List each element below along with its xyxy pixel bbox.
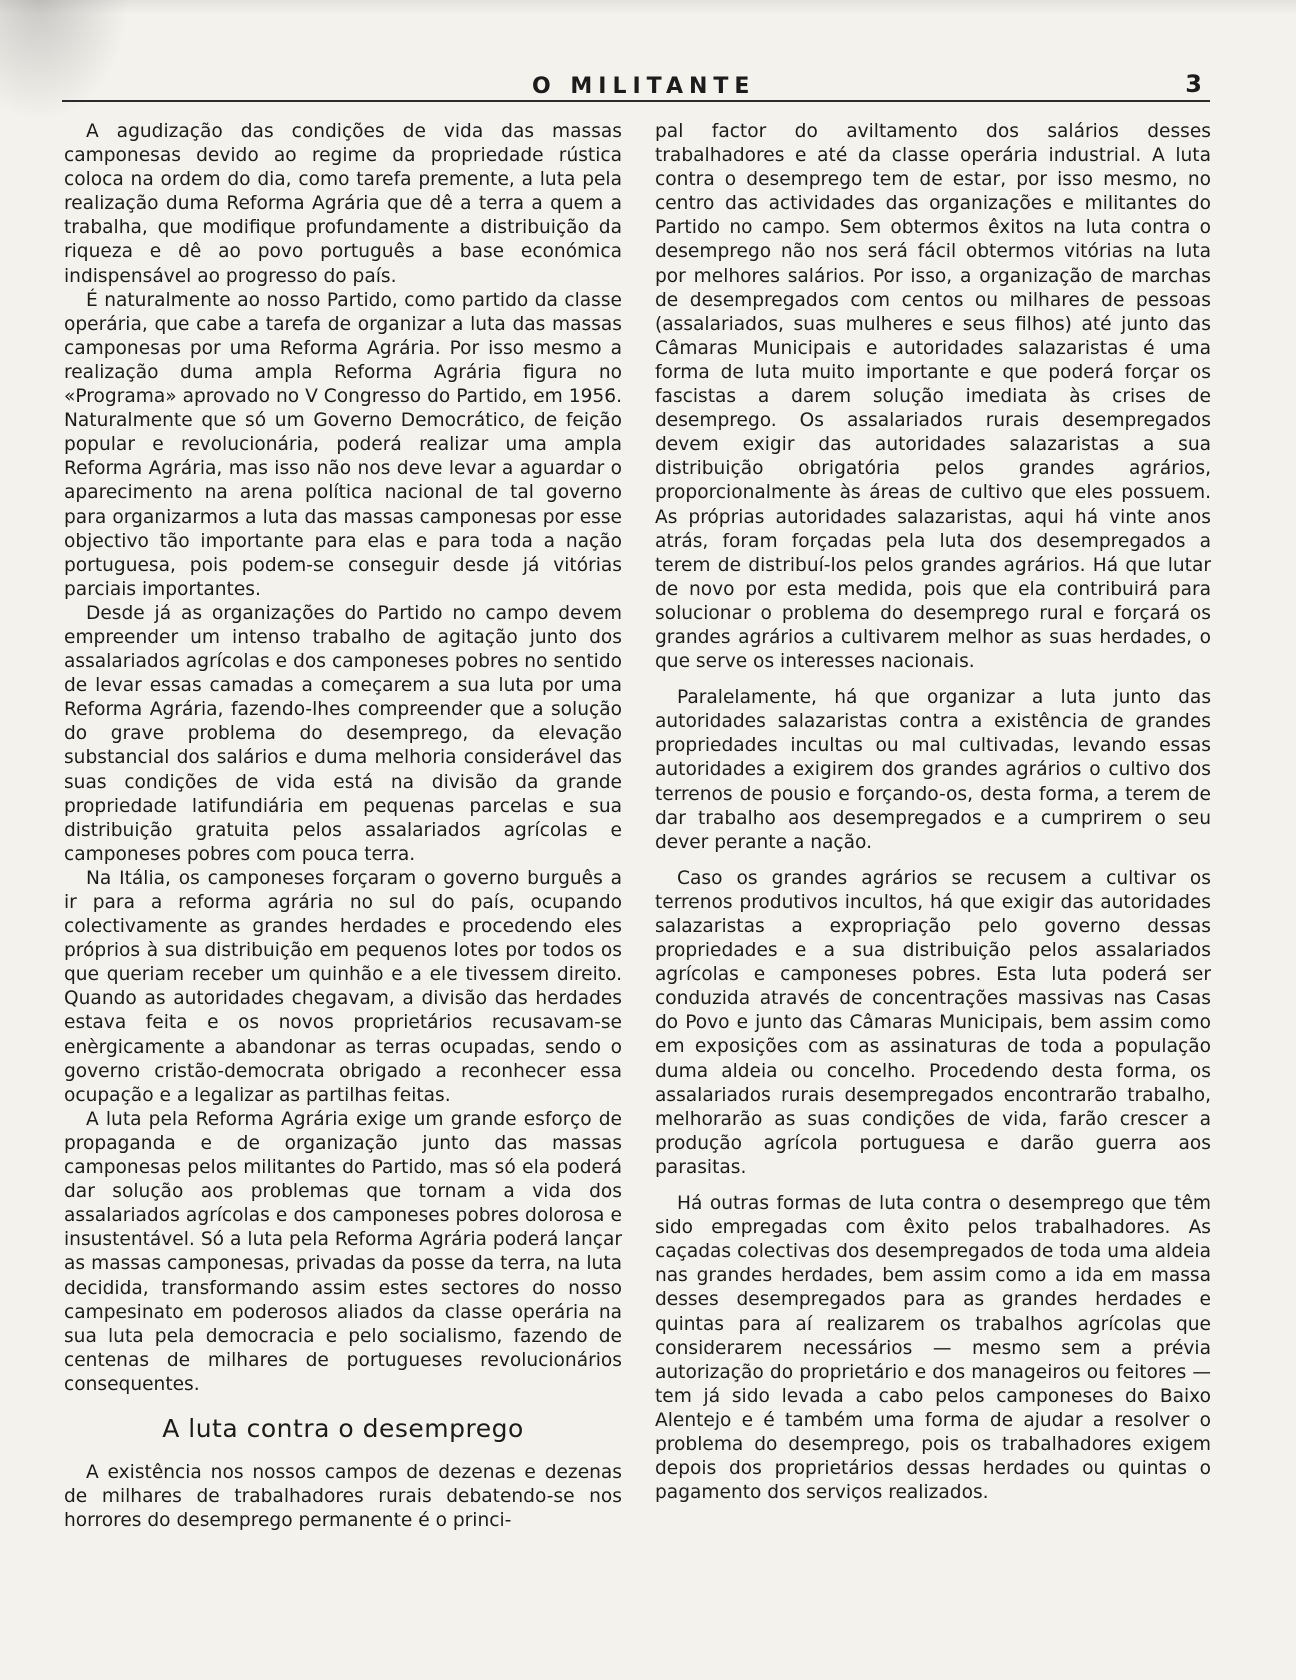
left-column — [64, 120, 622, 1533]
page-number: 3 — [1185, 70, 1202, 98]
paragraph: A luta pela Reforma Agrária exige um grande esforço de propaganda e de organização junto das massas camponesas pelos militantes do Partido, mas só ela poderá dar solução aos problemas que tornam a vida dos assalariados agrícolas e dos camponeses pobres dolorosa e insustentável. Só a luta pela Reforma Agrária poderá lançar as massas camponesas, privadas da posse da terra, na luta decidida, transformando assim estes sectores do nosso campesinato em poderosos aliados da classe operária na sua luta pela democracia e pelo socialismo, fazendo de centenas de milhares de portugueses revolucionários consequentes. — [64, 1108, 622, 1395]
paragraph: Paralelamente, há que organizar a luta junto das autoridades salazaristas contra a existência de grandes propriedades incultas ou mal cultivadas, levando essas autoridades a exigirem dos grandes agrários o cultivo dos terrenos de pousio e forçando-os, desta forma, a terem de dar trabalho aos desempregados e a cumprirem o seu dever perante a nação. — [655, 687, 1211, 853]
paragraph: Desde já as organizações do Partido no campo devem empreender um intenso trabalho de agitação junto dos assalariados agrícolas e dos camponeses pobres no sentido de levar essas camadas a começarem a sua luta por uma Reforma Agrária, fazendo-lhes compreender que a solução do grave problema do desemprego, da elevação substancial dos salários e duma melhoria considerável das suas condições de vida está na divisão da grande propriedade latifundiária em pequenas parcelas e sua distribuição gratuita pelos assalariados agrícolas e camponeses pobres com pouca terra. — [64, 602, 622, 865]
masthead — [62, 70, 1210, 104]
right-column — [655, 120, 1211, 1505]
paragraph: Na Itália, os camponeses forçaram o governo burguês a ir para a reforma agrária no sul do país, ocupando colectivamente as grandes herdades e procedendo eles próprios à sua distribuição em pequenos lotes por todos os que queriam receber um quinhão e a ele tivessem direito. Quando as autoridades chegavam, a divisão das herdades estava feita e os novos proprietários recusavam-se enèrgicamente a abandonar as terras ocupadas, sendo o governo cristão-democrata obrigado a reconhecer essa ocupação e a legalizar as partilhas feitas. — [64, 867, 622, 1106]
paragraph: Caso os grandes agrários se recusem a cultivar os terrenos produtivos incultos, há que exigir das autoridades salazaristas a expropriação pelo governo dessas propriedades e a sua distribuição pelos assalariados agrícolas e camponeses pobres. Esta luta poderá ser conduzida através de concentrações massivas nas Casas do Povo e junto das Câmaras Municipais, bem assim como em exposições com as assinaturas de toda a população duma aldeia ou concelho. Procedendo desta forma, os assalariados rurais desempregados encontrarão trabalho, melhorarão as suas condições de vida, farão crescer a produção agrícola portuguesa e darão guerra aos parasitas. — [655, 867, 1211, 1178]
publication-title: O MILITANTE — [532, 74, 756, 99]
paragraph: A existência nos nossos campos de dezenas e dezenas de milhares de trabalhadores rurais debatendo-se nos horrores do desemprego permanente é o princi- — [64, 1461, 622, 1532]
paragraph: A agudização das condições de vida das massas camponesas devido ao regime da propriedade rústica coloca na ordem do dia, como tarefa premente, a luta pela realização duma Reforma Agrária que dê a terra a quem a trabalha, que modifique profundamente a distribuição da riqueza e dê ao povo português a base económica indispensável ao progresso do país. — [64, 121, 622, 287]
paragraph: É naturalmente ao nosso Partido, como partido da classe operária, que cabe a tarefa de organizar a luta das massas camponesas por uma Reforma Agrária. Por isso mesmo a realização duma ampla Reforma Agrária figura no «Programa» aprovado no V Congresso do Partido, em 1956. Naturalmente que só um Governo Democrático, de feição popular e revolucionária, poderá realizar uma ampla Reforma Agrária, mas isso não nos deve levar a aguardar o aparecimento na arena política nacional de tal governo para organizarmos a luta das massas camponesas por esse objectivo tão importante para elas e para toda a nação portuguesa, pois podem-se conseguir desde já vitórias parciais importantes. — [64, 289, 622, 600]
masthead-rule — [62, 100, 1210, 102]
paragraph: Há outras formas de luta contra o desemprego que têm sido empregadas com êxito pelos trabalhadores. As caçadas colectivas dos desempregados de toda uma aldeia nas grandes herdades, bem assim como a ida em massa desses desempregados para as grandes herdades e quintas para aí realizarem os trabalhos agrícolas que considerarem necessários — mesmo sem a prévia autorização do proprietário e dos manageiros ou feitores — tem já sido levada a cabo pelos camponeses do Baixo Alentejo e é também uma forma de ajudar a resolver o problema do desemprego, pois os trabalhadores exigem depois dos proprietários dessas herdades ou quintas o pagamento dos serviços realizados. — [655, 1193, 1211, 1504]
paragraph: pal factor do aviltamento dos salários desses trabalhadores e até da classe operária industrial. A luta contra o desemprego tem de estar, por isso mesmo, no centro das actividades das organizações e militantes do Partido no campo. Sem obtermos êxitos na luta contra o desemprego não nos será fácil obtermos vitórias na luta por melhores salários. Por isso, a organização de marchas de desempregados com centos ou milhares de pessoas (assalariados, suas mulheres e seus filhos) até junto das Câmaras Municipais e autoridades salazaristas é uma forma de luta muito importante e que poderá forçar os fascistas a darem solução imediata às crises de desemprego. Os assalariados rurais desempregados devem exigir das autoridades salazaristas a sua distribuição obrigatória pelos grandes agrários, proporcionalmente às áreas de cultivo que eles possuem. As próprias autoridades salazaristas, aqui há vinte anos atrás, foram forçadas pela luta dos desempregados a terem de distribuí-los pelos grandes agrários. Há que lutar de novo por esta medida, pois que ela contribuirá para solucionar o problema do desemprego rural e forçará os grandes agrários a cultivarem melhor as suas herdades, o que serve os interesses nacionais. — [655, 121, 1211, 673]
section-heading: A luta contra o desemprego — [162, 1413, 524, 1443]
